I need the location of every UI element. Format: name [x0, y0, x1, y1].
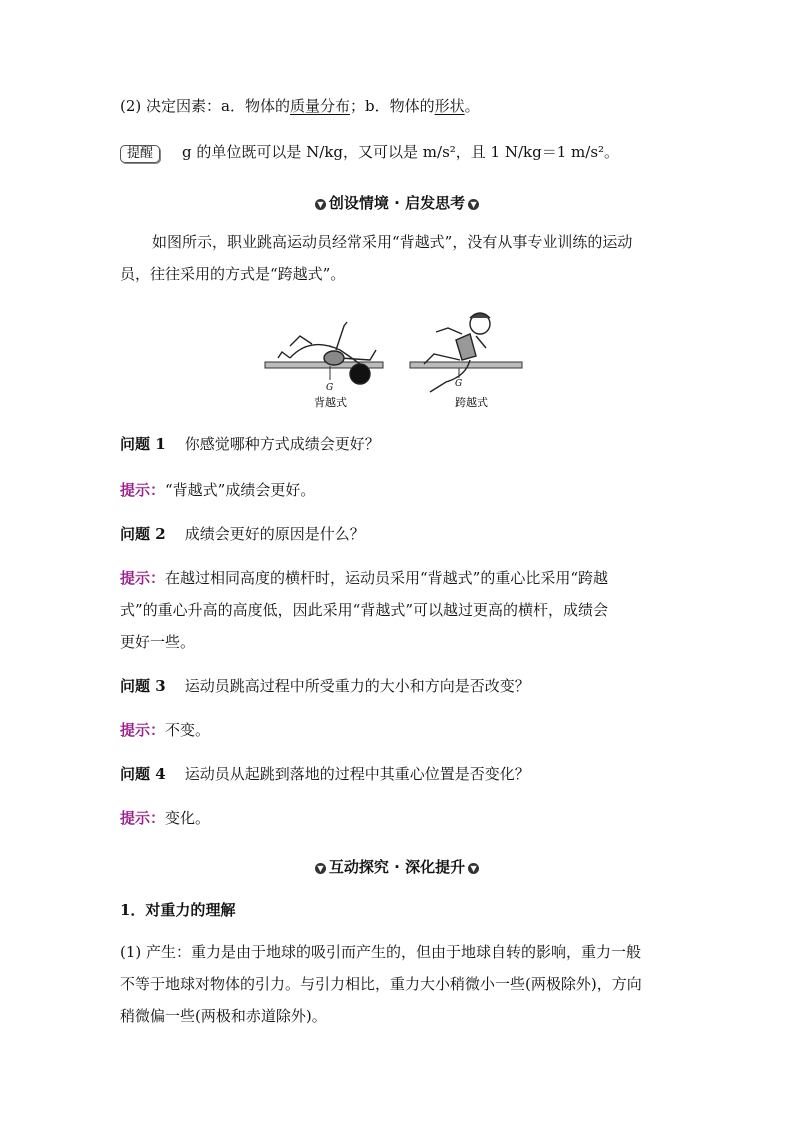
answer-2-line-2: 式”的重心升高的高度低，因此采用“背越式”可以越过更高的横杆，成绩会 [120, 601, 609, 619]
question-3-text: 运动员跳高过程中所受重力的大小和方向是否改变？ [184, 677, 530, 695]
question-1-text: 你感觉哪种方式成绩会更好？ [184, 435, 380, 453]
answer-3-label: 提示： [120, 721, 166, 739]
answer-1-label: 提示： [120, 481, 166, 499]
answer-3 [120, 720, 210, 740]
arrow-down-icon: ▼ [315, 199, 326, 210]
reminder-line [120, 142, 619, 163]
intro-line-1: 如图所示，职业跳高运动员经常采用“背越式”，没有从事专业训练的运动 [152, 233, 633, 251]
answer-1 [120, 480, 315, 500]
section-title-2: 互动探究 · 深化提升 [328, 858, 466, 876]
arrow-down-icon: ▼ [468, 863, 479, 874]
question-2 [120, 524, 365, 544]
arrow-down-icon: ▼ [315, 863, 326, 874]
answer-2-line-3: 更好一些。 [120, 633, 196, 651]
arrow-down-icon: ▼ [468, 199, 479, 210]
generation-line-3: 稍微偏一些(两极和赤道除外)。 [120, 1007, 327, 1025]
question-2-label: 问题 2 [120, 525, 166, 543]
high-jump-figure [0, 310, 794, 410]
reminder-text: g 的单位既可以是 N/kg，又可以是 m/s²，且 1 N/kg＝1 m/s²。 [182, 143, 620, 161]
factor-line [120, 96, 480, 116]
g-right: G [455, 379, 463, 389]
question-3-label: 问题 3 [120, 677, 166, 695]
answer-4-text: 变化。 [165, 809, 211, 827]
question-4 [120, 764, 530, 784]
answer-2-line-1 [120, 568, 608, 588]
caption-left: 背越式 [314, 396, 347, 409]
question-3 [120, 676, 530, 696]
answer-2-label: 提示： [120, 569, 166, 587]
section-header-2 [0, 856, 794, 877]
question-4-text: 运动员从起跳到落地的过程中其重心位置是否变化？ [184, 765, 530, 783]
answer-1-text: “背越式”成绩会更好。 [165, 481, 316, 499]
question-4-label: 问题 4 [120, 765, 166, 783]
question-2-text: 成绩会更好的原因是什么？ [184, 525, 365, 543]
factor-underline-mass: 质量分布 [289, 97, 350, 115]
caption-right: 跨越式 [455, 396, 488, 409]
intro-line-2: 员，往往采用的方式是“跨越式”。 [120, 265, 346, 283]
factor-underline-shape: 形状 [434, 97, 465, 115]
generation-line-1: (1) 产生：重力是由于地球的吸引而产生的，但由于地球自转的影响，重力一般 [120, 943, 642, 961]
reminder-badge: 提醒 [120, 145, 160, 163]
section-header-1 [0, 192, 794, 213]
section-title-1: 创设情境 · 启发思考 [328, 194, 466, 212]
question-1-label: 问题 1 [120, 435, 166, 453]
heading-gravity-understanding: 1．对重力的理解 [120, 901, 236, 919]
answer-3-text: 不变。 [165, 721, 211, 739]
crossbar-right [410, 362, 522, 368]
factor-prefix: (2) 决定因素：a．物体的 [120, 97, 290, 115]
answer-4-label: 提示： [120, 809, 166, 827]
question-1 [120, 434, 380, 454]
answer-4 [120, 808, 210, 828]
g-left: G [326, 383, 334, 393]
athlete-fosbury [278, 322, 376, 384]
answer-2-text-1: 在越过相同高度的横杆时，运动员采用“背越式”的重心比采用“跨越 [165, 569, 609, 587]
factor-mid: ；b．物体的 [349, 97, 435, 115]
generation-line-2: 不等于地球对物体的引力。与引力相比，重力大小稍微小一些(两极除外)，方向 [120, 975, 642, 993]
factor-end: 。 [464, 97, 480, 115]
